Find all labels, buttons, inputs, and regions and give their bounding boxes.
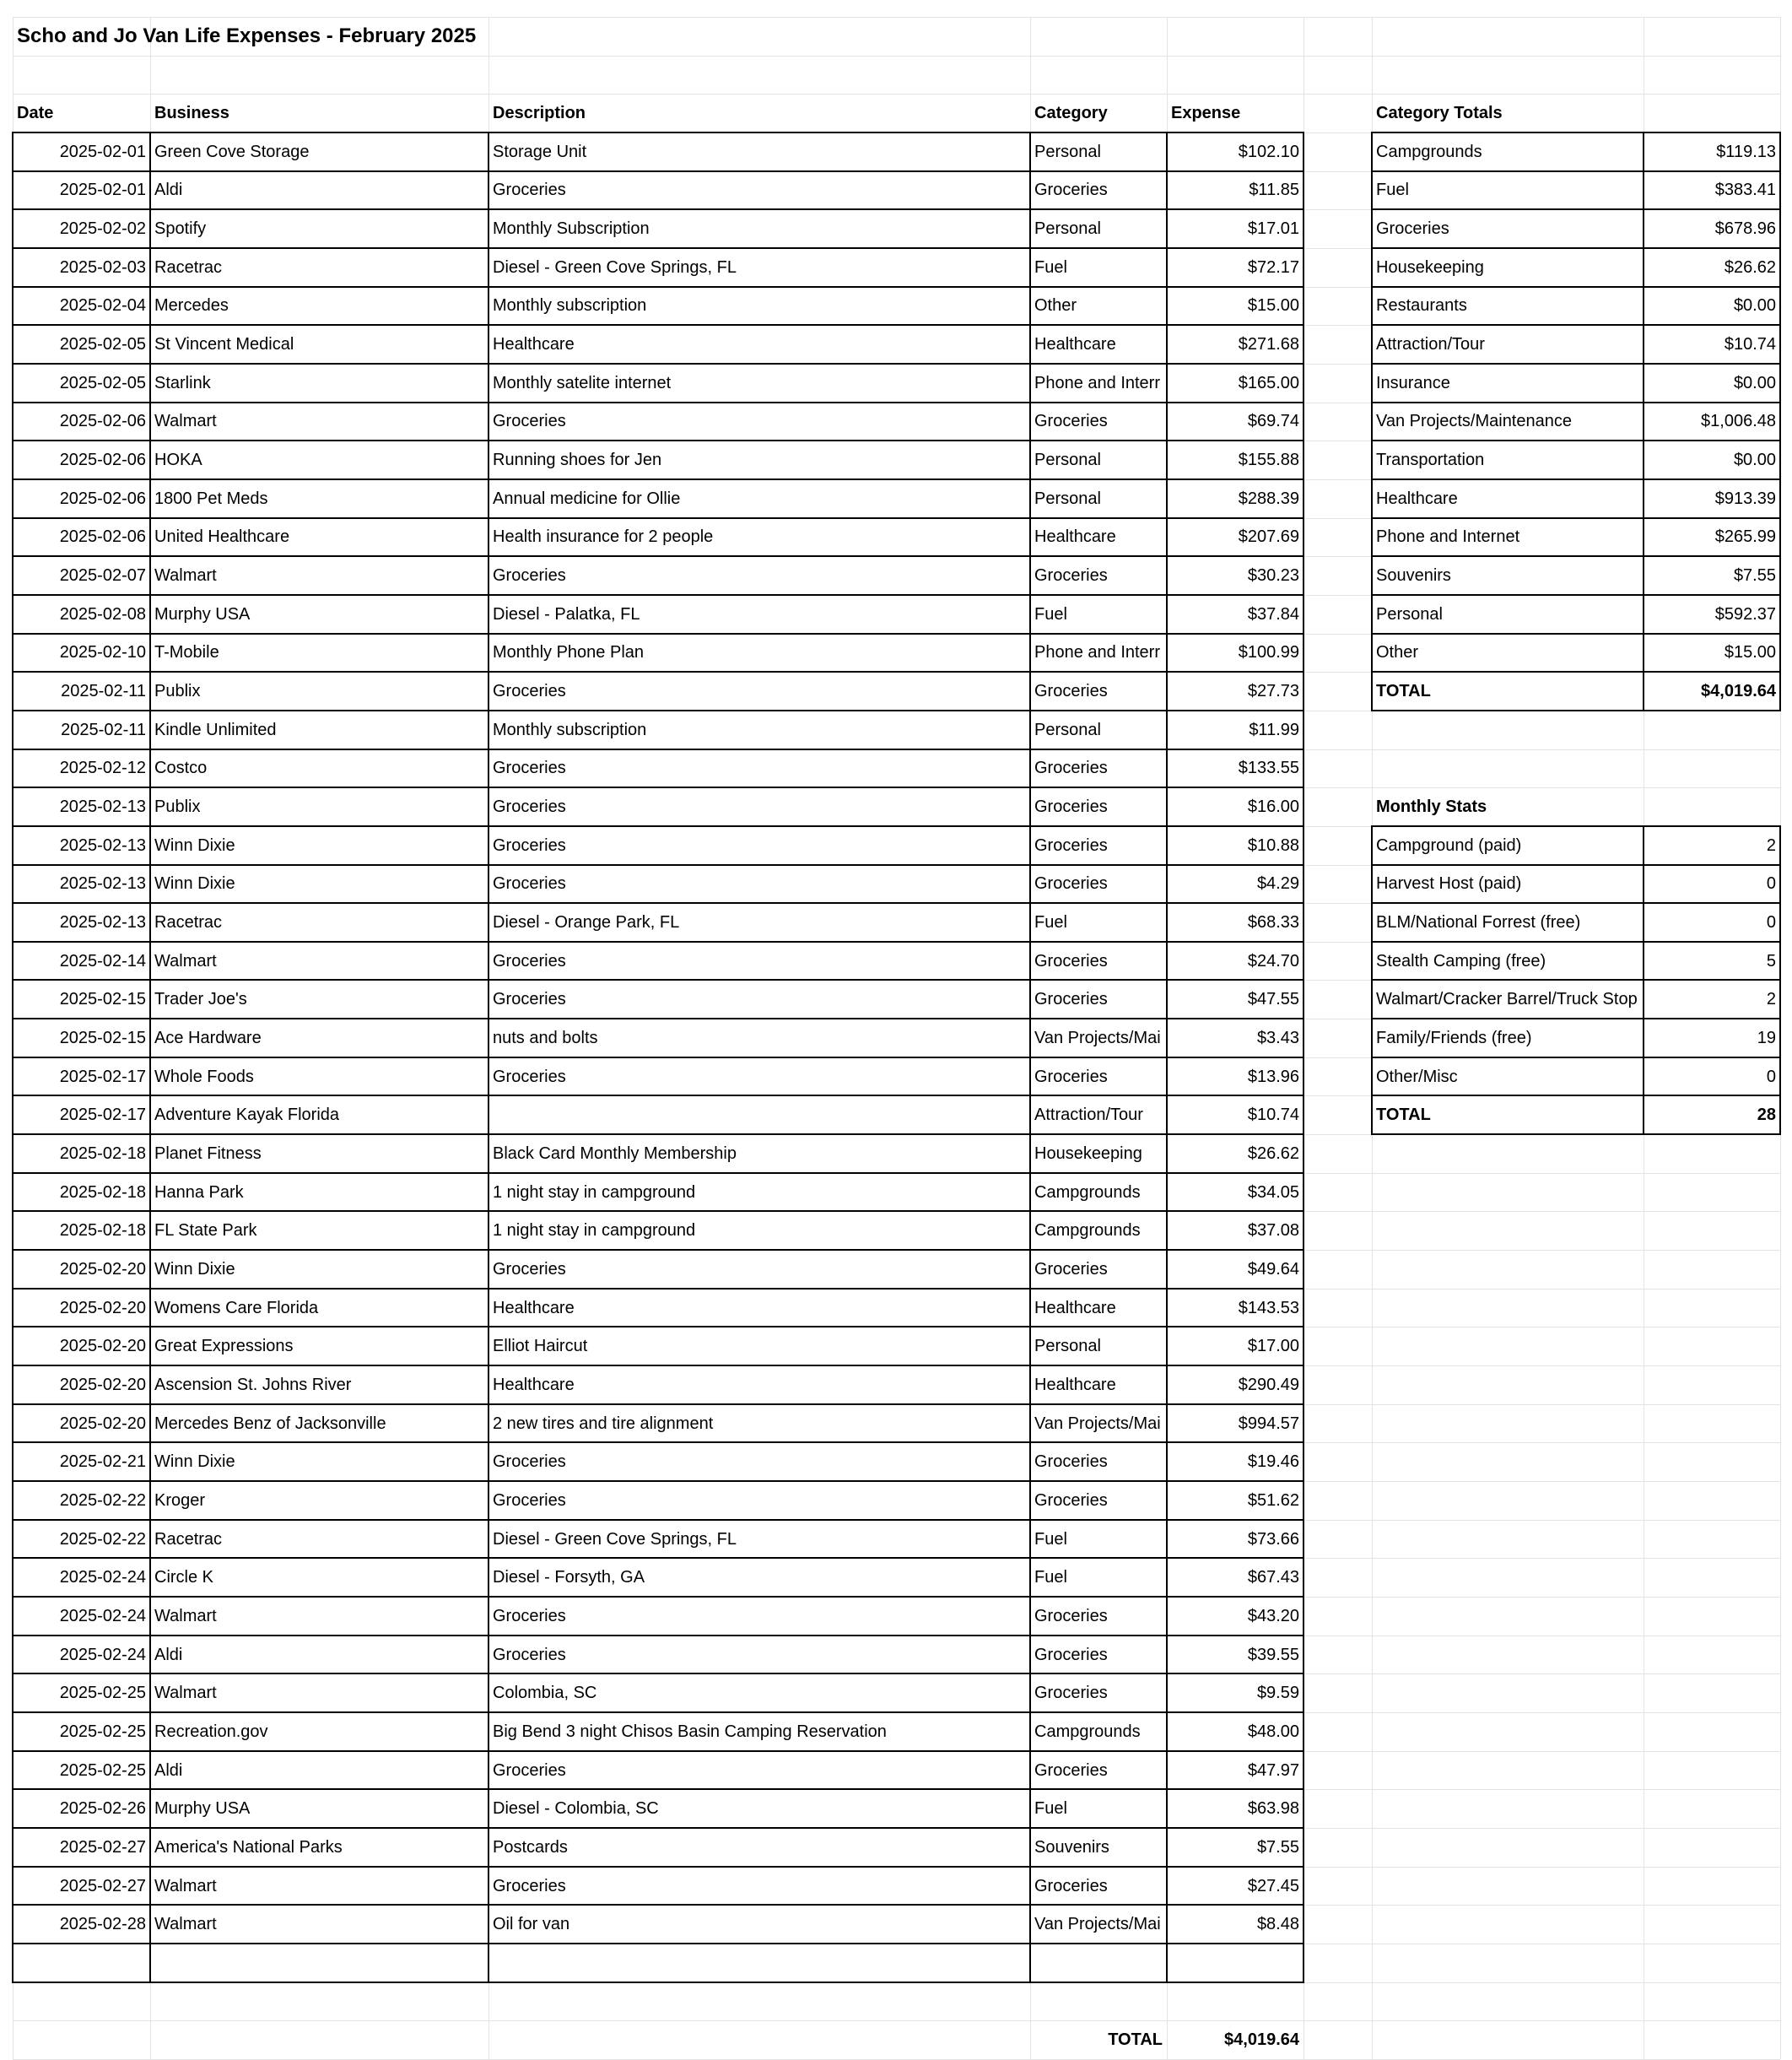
expense-cell: $24.70: [1247, 951, 1299, 971]
stat-count-cell: 0: [1766, 1067, 1776, 1086]
total-label: TOTAL: [1108, 2030, 1163, 2050]
category-total-label: TOTAL: [1376, 682, 1431, 701]
header-date: Date: [17, 104, 54, 123]
category-cell: Groceries: [1034, 990, 1108, 1009]
category-cell: Groceries: [1034, 412, 1108, 431]
description-cell: Elliot Haircut: [493, 1337, 588, 1356]
category-cell: Groceries: [1034, 1606, 1108, 1625]
date-cell: 2025-02-26: [59, 1799, 146, 1819]
description-cell: Diesel - Palatka, FL: [493, 604, 640, 624]
description-cell: Groceries: [493, 1645, 566, 1664]
description-cell: Monthly satelite internet: [493, 373, 672, 392]
description-cell: Monthly subscription: [493, 720, 647, 739]
category-cell: Van Projects/Mai: [1034, 1414, 1161, 1433]
business-cell: Walmart: [154, 1606, 217, 1625]
description-cell: Monthly Phone Plan: [493, 643, 645, 662]
category-amount-cell: $383.41: [1714, 181, 1776, 200]
date-cell: 2025-02-24: [59, 1568, 146, 1587]
business-cell: Walmart: [154, 951, 217, 971]
expense-cell: $68.33: [1247, 913, 1299, 932]
description-cell: Storage Unit: [493, 142, 587, 161]
date-cell: 2025-02-25: [59, 1760, 146, 1780]
category-cell: Groceries: [1034, 759, 1108, 778]
expense-cell: $49.64: [1247, 1259, 1299, 1279]
total-value: $4,019.64: [1224, 2030, 1299, 2050]
category-cell: Souvenirs: [1034, 1837, 1109, 1857]
stat-name-cell: Other/Misc: [1376, 1067, 1458, 1086]
expense-cell: $30.23: [1247, 566, 1299, 586]
description-cell: Groceries: [493, 566, 566, 586]
description-cell: Big Bend 3 night Chisos Basin Camping Reservation: [493, 1722, 887, 1741]
category-name-cell: Transportation: [1376, 451, 1485, 470]
business-cell: Walmart: [154, 1915, 217, 1934]
category-cell: Healthcare: [1034, 1298, 1116, 1317]
category-cell: Fuel: [1034, 1529, 1067, 1549]
description-cell: [488, 1095, 1030, 1134]
category-amount-cell: $119.13: [1716, 142, 1776, 161]
description-cell: Colombia, SC: [493, 1684, 597, 1703]
description-cell: Groceries: [493, 990, 566, 1009]
category-amount-cell: $0.00: [1733, 451, 1776, 470]
expense-cell: $69.74: [1247, 412, 1299, 431]
business-cell: T-Mobile: [154, 643, 219, 662]
expense-cell: $3.43: [1256, 1028, 1299, 1047]
business-cell: Racetrac: [154, 1529, 223, 1549]
category-cell: Campgrounds: [1034, 1221, 1141, 1241]
business-cell: Circle K: [154, 1568, 214, 1587]
date-cell: 2025-02-13: [59, 874, 146, 894]
date-cell: 2025-02-18: [59, 1144, 146, 1163]
business-cell: Walmart: [154, 1876, 217, 1895]
category-cell: Phone and Interr: [1034, 373, 1160, 392]
stat-name-cell: Harvest Host (paid): [1376, 874, 1522, 894]
category-name-cell: Phone and Internet: [1376, 527, 1520, 547]
expense-cell: $994.57: [1238, 1414, 1299, 1433]
expense-cell: $47.97: [1247, 1760, 1299, 1780]
business-cell: Mercedes Benz of Jacksonville: [154, 1414, 386, 1433]
business-cell: Murphy USA: [154, 1799, 251, 1819]
date-cell: 2025-02-22: [59, 1529, 146, 1549]
business-cell: Winn Dixie: [154, 1452, 235, 1472]
date-cell: 2025-02-07: [59, 566, 146, 586]
category-amount-cell: $265.99: [1714, 527, 1776, 547]
business-cell: Spotify: [154, 219, 207, 239]
expense-cell: $47.55: [1247, 990, 1299, 1009]
description-cell: Groceries: [493, 951, 566, 971]
business-cell: St Vincent Medical: [154, 335, 294, 354]
description-cell: 1 night stay in campground: [493, 1221, 696, 1241]
expense-cell: $13.96: [1247, 1067, 1299, 1086]
business-cell: America's National Parks: [154, 1837, 343, 1857]
expense-cell: $51.62: [1247, 1490, 1299, 1510]
business-cell: Walmart: [154, 412, 217, 431]
expense-cell: $10.74: [1247, 1106, 1299, 1125]
expense-cell: $4.29: [1256, 874, 1299, 894]
description-cell: Diesel - Green Cove Springs, FL: [493, 1529, 737, 1549]
date-cell: 2025-02-02: [59, 219, 146, 239]
business-cell: FL State Park: [154, 1221, 257, 1241]
description-cell: Groceries: [493, 798, 566, 817]
description-cell: Health insurance for 2 people: [493, 527, 714, 547]
category-amount-cell: $15.00: [1724, 643, 1776, 662]
category-cell: Groceries: [1034, 1760, 1108, 1780]
business-cell: Walmart: [154, 566, 217, 586]
date-cell: 2025-02-05: [59, 373, 146, 392]
expense-cell: $133.55: [1238, 759, 1299, 778]
description-cell: Black Card Monthly Membership: [493, 1144, 737, 1163]
business-cell: United Healthcare: [154, 527, 290, 547]
category-cell: Other: [1034, 296, 1077, 316]
category-name-cell: Healthcare: [1376, 489, 1458, 508]
sheet-title: Scho and Jo Van Life Expenses - February 2025: [17, 24, 477, 47]
stat-name-cell: Stealth Camping (free): [1376, 951, 1546, 971]
business-cell: Ascension St. Johns River: [154, 1375, 352, 1394]
stat-name-cell: Campground (paid): [1376, 835, 1522, 855]
category-cell: Groceries: [1034, 682, 1108, 701]
category-amount-cell: $7.55: [1733, 566, 1776, 586]
business-cell: Winn Dixie: [154, 835, 235, 855]
expense-cell: $15.00: [1247, 296, 1299, 316]
expense-cell: $48.00: [1247, 1722, 1299, 1741]
business-cell: Whole Foods: [154, 1067, 254, 1086]
expense-cell: $26.62: [1247, 1144, 1299, 1163]
date-cell: 2025-02-28: [59, 1915, 146, 1934]
category-cell: Groceries: [1034, 951, 1108, 971]
date-cell: 2025-02-22: [59, 1490, 146, 1510]
expense-cell: $10.88: [1247, 835, 1299, 855]
business-cell: Winn Dixie: [154, 874, 235, 894]
category-cell: Groceries: [1034, 1684, 1108, 1703]
date-cell: 2025-02-20: [59, 1414, 146, 1433]
description-cell: Diesel - Forsyth, GA: [493, 1568, 645, 1587]
date-cell: 2025-02-06: [59, 489, 146, 508]
business-cell: Publix: [154, 798, 201, 817]
category-cell: Groceries: [1034, 181, 1108, 200]
date-cell: 2025-02-11: [61, 682, 146, 701]
date-cell: 2025-02-17: [59, 1067, 146, 1086]
business-cell: Adventure Kayak Florida: [154, 1106, 340, 1125]
stat-name-cell: Family/Friends (free): [1376, 1028, 1532, 1047]
date-cell: 2025-02-06: [59, 527, 146, 547]
description-cell: Oil for van: [493, 1915, 570, 1934]
business-cell: Green Cove Storage: [154, 142, 310, 161]
category-cell: Groceries: [1034, 798, 1108, 817]
expense-cell: $34.05: [1247, 1182, 1299, 1202]
date-cell: 2025-02-27: [59, 1876, 146, 1895]
cell-border: [13, 1982, 1304, 1983]
business-cell: Winn Dixie: [154, 1259, 235, 1279]
category-amount-cell: $10.74: [1724, 335, 1776, 354]
date-cell: 2025-02-27: [59, 1837, 146, 1857]
date-cell: 2025-02-15: [59, 990, 146, 1009]
business-cell: Trader Joe's: [154, 990, 247, 1009]
category-amount-cell: $913.39: [1714, 489, 1776, 508]
date-cell: 2025-02-21: [59, 1452, 146, 1472]
description-cell: Groceries: [493, 412, 566, 431]
category-cell: Personal: [1034, 451, 1101, 470]
category-name-cell: Other: [1376, 643, 1419, 662]
stat-count-cell: 0: [1766, 913, 1776, 932]
category-name-cell: Fuel: [1376, 181, 1409, 200]
business-cell: Racetrac: [154, 913, 223, 932]
business-cell: Mercedes: [154, 296, 229, 316]
description-cell: Monthly subscription: [493, 296, 647, 316]
description-cell: Groceries: [493, 874, 566, 894]
header-business: Business: [154, 104, 229, 123]
category-name-cell: Housekeeping: [1376, 257, 1484, 277]
description-cell: Running shoes for Jen: [493, 451, 662, 470]
business-cell: Ace Hardware: [154, 1028, 262, 1047]
category-cell: Attraction/Tour: [1034, 1106, 1143, 1125]
expense-cell: $8.48: [1256, 1915, 1299, 1934]
date-cell: 2025-02-18: [59, 1182, 146, 1202]
category-name-cell: Insurance: [1376, 373, 1450, 392]
business-cell: Great Expressions: [154, 1337, 294, 1356]
category-cell: Fuel: [1034, 257, 1067, 277]
category-cell: Groceries: [1034, 1259, 1108, 1279]
description-cell: Groceries: [493, 759, 566, 778]
description-cell: Groceries: [493, 1067, 566, 1086]
date-cell: 2025-02-13: [59, 913, 146, 932]
description-cell: Healthcare: [493, 335, 575, 354]
category-cell: Groceries: [1034, 1452, 1108, 1472]
date-cell: 2025-02-17: [59, 1106, 146, 1125]
expense-cell: $27.45: [1247, 1876, 1299, 1895]
expense-cell: $37.84: [1247, 604, 1299, 624]
category-amount-cell: $678.96: [1714, 219, 1776, 239]
business-cell: Starlink: [154, 373, 211, 392]
header-description: Description: [493, 104, 586, 123]
category-amount-cell: $0.00: [1733, 296, 1776, 316]
date-cell: 2025-02-20: [59, 1298, 146, 1317]
category-cell: Groceries: [1034, 835, 1108, 855]
category-cell: Campgrounds: [1034, 1182, 1141, 1202]
description-cell: nuts and bolts: [493, 1028, 598, 1047]
date-cell: 2025-02-01: [59, 142, 146, 161]
date-cell: 2025-02-04: [59, 296, 146, 316]
category-cell: Personal: [1034, 1337, 1101, 1356]
date-cell: 2025-02-06: [59, 412, 146, 431]
category-cell: Healthcare: [1034, 1375, 1116, 1394]
date-cell: 2025-02-14: [59, 951, 146, 971]
stat-count-cell: 19: [1757, 1028, 1776, 1047]
date-cell: 2025-02-11: [61, 720, 146, 739]
description-cell: Postcards: [493, 1837, 568, 1857]
date-cell: 2025-02-05: [59, 335, 146, 354]
category-name-cell: Restaurants: [1376, 296, 1467, 316]
date-cell: 2025-02-06: [59, 451, 146, 470]
expense-cell: $17.01: [1247, 219, 1299, 239]
expense-cell: $19.46: [1247, 1452, 1299, 1472]
date-cell: 2025-02-08: [59, 604, 146, 624]
description-cell: Groceries: [493, 181, 566, 200]
expense-cell: $16.00: [1247, 798, 1299, 817]
category-cell: Fuel: [1034, 1799, 1067, 1819]
description-cell: Diesel - Orange Park, FL: [493, 913, 680, 932]
expense-cell: $155.88: [1238, 451, 1299, 470]
date-cell: 2025-02-15: [59, 1028, 146, 1047]
expense-cell: $17.00: [1247, 1337, 1299, 1356]
category-cell: Housekeeping: [1034, 1144, 1142, 1163]
business-cell: Racetrac: [154, 257, 223, 277]
category-amount-cell: $592.37: [1714, 604, 1776, 624]
category-cell: Personal: [1034, 720, 1101, 739]
description-cell: Monthly Subscription: [493, 219, 650, 239]
category-cell: Groceries: [1034, 874, 1108, 894]
expense-cell: $102.10: [1238, 142, 1299, 161]
expense-cell: $43.20: [1247, 1606, 1299, 1625]
description-cell: Groceries: [493, 1259, 566, 1279]
category-name-cell: Personal: [1376, 604, 1443, 624]
business-cell: Planet Fitness: [154, 1144, 262, 1163]
business-cell: Aldi: [154, 1645, 183, 1664]
stats-total-value: 28: [1757, 1106, 1776, 1125]
expense-cell: $37.08: [1247, 1221, 1299, 1241]
category-cell: Groceries: [1034, 1067, 1108, 1086]
category-cell: Healthcare: [1034, 527, 1116, 547]
description-cell: Diesel - Green Cove Springs, FL: [493, 257, 737, 277]
description-cell: Groceries: [493, 1490, 566, 1510]
description-cell: Diesel - Colombia, SC: [493, 1799, 659, 1819]
stat-name-cell: BLM/National Forrest (free): [1376, 913, 1581, 932]
expense-cell: $39.55: [1247, 1645, 1299, 1664]
stat-count-cell: 2: [1766, 990, 1776, 1009]
category-totals-header: Category Totals: [1376, 104, 1503, 123]
description-cell: Groceries: [493, 835, 566, 855]
category-cell: Fuel: [1034, 1568, 1067, 1587]
date-cell: 2025-02-03: [59, 257, 146, 277]
date-cell: 2025-02-12: [59, 759, 146, 778]
gridline-horizontal: [13, 2020, 1780, 2021]
date-cell: 2025-02-24: [59, 1606, 146, 1625]
date-cell: 2025-02-24: [59, 1645, 146, 1664]
header-category: Category: [1034, 104, 1108, 123]
category-cell: Groceries: [1034, 1645, 1108, 1664]
expense-cell: $290.49: [1238, 1375, 1299, 1394]
business-cell: Recreation.gov: [154, 1722, 268, 1741]
stats-total-label: TOTAL: [1376, 1106, 1431, 1125]
category-cell: Phone and Interr: [1034, 643, 1160, 662]
monthly-stats-header: Monthly Stats: [1376, 798, 1487, 817]
business-cell: Publix: [154, 682, 201, 701]
stat-count-cell: 0: [1766, 874, 1776, 894]
gridline-horizontal: [13, 56, 1780, 57]
category-name-cell: Groceries: [1376, 219, 1449, 239]
business-cell: Walmart: [154, 1684, 217, 1703]
business-cell: Murphy USA: [154, 604, 251, 624]
date-cell: 2025-02-10: [59, 643, 146, 662]
business-cell: Aldi: [154, 1760, 183, 1780]
category-amount-cell: $1,006.48: [1701, 412, 1776, 431]
stat-count-cell: 2: [1766, 835, 1776, 855]
expense-cell: $100.99: [1238, 643, 1299, 662]
business-cell: Kindle Unlimited: [154, 720, 277, 739]
description-cell: Groceries: [493, 1452, 566, 1472]
date-cell: 2025-02-13: [59, 798, 146, 817]
stat-count-cell: 5: [1766, 951, 1776, 971]
description-cell: Groceries: [493, 1606, 566, 1625]
expense-cell: $165.00: [1238, 373, 1299, 392]
date-cell: 2025-02-13: [59, 835, 146, 855]
description-cell: Groceries: [493, 1876, 566, 1895]
business-cell: Hanna Park: [154, 1182, 244, 1202]
business-cell: HOKA: [154, 451, 202, 470]
category-name-cell: Van Projects/Maintenance: [1376, 412, 1572, 431]
expense-cell: $63.98: [1247, 1799, 1299, 1819]
stat-name-cell: Walmart/Cracker Barrel/Truck Stop: [1376, 990, 1638, 1009]
date-cell: 2025-02-25: [59, 1722, 146, 1741]
date-cell: 2025-02-01: [59, 181, 146, 200]
date-cell: 2025-02-25: [59, 1684, 146, 1703]
date-cell: 2025-02-20: [59, 1375, 146, 1394]
expense-cell: $207.69: [1238, 527, 1299, 547]
description-cell: Healthcare: [493, 1298, 575, 1317]
category-cell: Fuel: [1034, 913, 1067, 932]
date-cell: 2025-02-18: [59, 1221, 146, 1241]
category-name-cell: Attraction/Tour: [1376, 335, 1485, 354]
expense-cell: $288.39: [1238, 489, 1299, 508]
category-cell: Groceries: [1034, 1490, 1108, 1510]
header-expense: Expense: [1171, 104, 1241, 123]
category-amount-cell: $0.00: [1733, 373, 1776, 392]
category-total-value: $4,019.64: [1701, 682, 1776, 701]
category-cell: Fuel: [1034, 604, 1067, 624]
business-cell: Aldi: [154, 181, 183, 200]
category-cell: Personal: [1034, 219, 1101, 239]
description-cell: 2 new tires and tire alignment: [493, 1414, 714, 1433]
expense-cell: $7.55: [1256, 1837, 1299, 1857]
expense-cell: $72.17: [1247, 257, 1299, 277]
expense-cell: $73.66: [1247, 1529, 1299, 1549]
description-cell: Healthcare: [493, 1375, 575, 1394]
category-cell: Personal: [1034, 489, 1101, 508]
category-name-cell: Souvenirs: [1376, 566, 1451, 586]
expense-cell: $143.53: [1238, 1298, 1299, 1317]
business-cell: Kroger: [154, 1490, 206, 1510]
expense-cell: $11.99: [1249, 720, 1299, 739]
date-cell: 2025-02-20: [59, 1259, 146, 1279]
description-cell: Groceries: [493, 1760, 566, 1780]
category-cell: Groceries: [1034, 566, 1108, 586]
business-cell: 1800 Pet Meds: [154, 489, 268, 508]
expense-cell: $67.43: [1247, 1568, 1299, 1587]
category-cell: Van Projects/Mai: [1034, 1028, 1161, 1047]
business-cell: Womens Care Florida: [154, 1298, 319, 1317]
expense-cell: $9.59: [1256, 1684, 1299, 1703]
category-cell: Van Projects/Mai: [1034, 1915, 1161, 1934]
category-cell: Groceries: [1034, 1876, 1108, 1895]
description-cell: Groceries: [493, 682, 566, 701]
description-cell: Annual medicine for Ollie: [493, 489, 681, 508]
category-amount-cell: $26.62: [1724, 257, 1776, 277]
description-cell: 1 night stay in campground: [493, 1182, 696, 1202]
category-cell: Personal: [1034, 142, 1101, 161]
category-cell: Healthcare: [1034, 335, 1116, 354]
expense-cell: $11.85: [1249, 181, 1299, 200]
date-cell: 2025-02-20: [59, 1337, 146, 1356]
expense-cell: $27.73: [1247, 682, 1299, 701]
business-cell: Costco: [154, 759, 208, 778]
category-cell: Campgrounds: [1034, 1722, 1141, 1741]
expense-cell: $271.68: [1238, 335, 1299, 354]
category-name-cell: Campgrounds: [1376, 142, 1482, 161]
